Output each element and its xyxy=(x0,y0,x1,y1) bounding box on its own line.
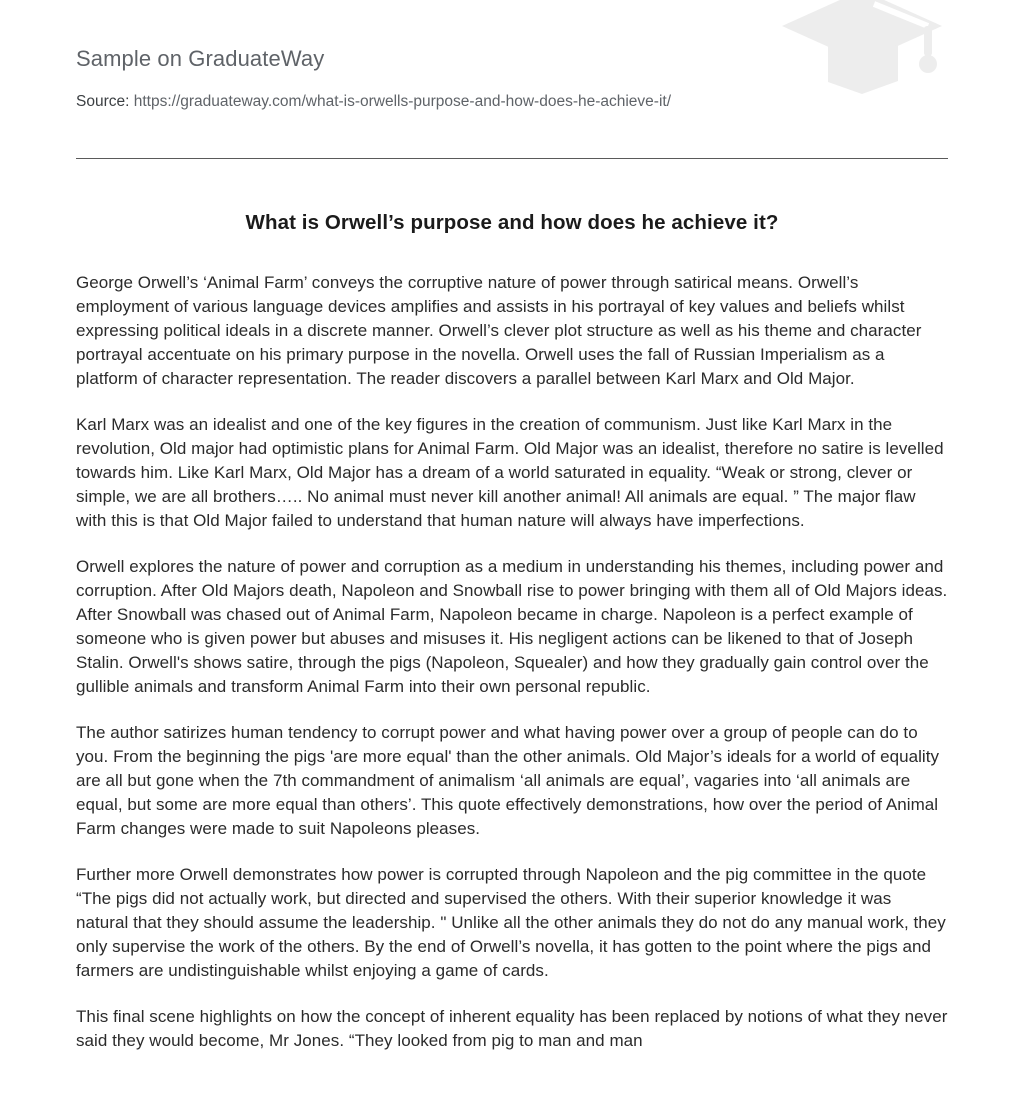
essay-body xyxy=(76,271,948,1053)
graduation-cap-icon xyxy=(776,0,948,98)
source-url-link[interactable]: https://graduateway.com/what-is-orwells-purpose-and-how-does-he-achieve-it/ xyxy=(133,93,672,110)
essay-paragraph: The author satirizes human tendency to corrupt power and what having power over a group of people can do to you. From the beginning the pigs 'are more equal' than the other animals. Old Major’s ideals for a world of equality are all but gone when the 7th commandment of animalism ‘all animals are equal’, vagaries into ‘all animals are equal, but some are more equal than others’. This quote effectively demonstrations, how over the period of Animal Farm changes were made to suit Napoleons pleases. xyxy=(76,723,940,838)
essay-paragraph: Further more Orwell demonstrates how power is corrupted through Napoleon and the pig committee in the quote “The pigs did not actually work, but directed and supervised the others. With their superior knowledge it was natural that they should assume the leadership. " Unlike all the other animals they do not do any manual work, they only supervise the work of the others. By the end of Orwell’s novella, it has gotten to the point where the pigs and farmers are undistinguishable whilst enjoying a game of cards. xyxy=(76,865,946,980)
site-header xyxy=(76,0,948,111)
essay-paragraph: Orwell explores the nature of power and corruption as a medium in understanding his themes, including power and corruption. After Old Majors death, Napoleon and Snowball rise to power bringing with them all of Old Majors ideas. After Snowball was chased out of Animal Farm, Napoleon became in charge. Napoleon is a perfect example of someone who is given power but abuses and misuses it. His negligent actions can be likened to that of Joseph Stalin. Orwell's shows satire, through the pigs (Napoleon, Squealer) and how they gradually gain control over the gullible animals and transform Animal Farm into their own personal republic. xyxy=(76,557,948,696)
essay-paragraph: This final scene highlights on how the concept of inherent equality has been replaced by notions of what they never said they would become, Mr Jones. “They looked from pig to man and man xyxy=(76,1007,948,1050)
source-label: Source: xyxy=(76,93,130,110)
essay-paragraph: George Orwell’s ‘Animal Farm’ conveys the corruptive nature of power through satirical means. Orwell’s employment of various language devices amplifies and assists in his portrayal of key values and beliefs whilst expressing political ideals in a discrete manner. Orwell’s clever plot structure as well as his theme and character portrayal accentuate on his primary purpose in the novella. Orwell uses the fall of Russian Imperialism as a platform of character representation. The reader discovers a parallel between Karl Marx and Old Major. xyxy=(76,273,922,388)
essay-paragraph: Karl Marx was an idealist and one of the key figures in the creation of communism. Just like Karl Marx in the revolution, Old major had optimistic plans for Animal Farm. Old Major was an idealist, therefore no satire is levelled towards him. Like Karl Marx, Old Major has a dream of a world saturated in equality. “Weak or strong, clever or simple, we are all brothers….. No animal must never kill another animal! All animals are equal. ” The major flaw with this is that Old Major failed to understand that human nature will always have imperfections. xyxy=(76,415,944,530)
header-divider xyxy=(76,158,948,159)
site-title: Sample on GraduateWay xyxy=(76,46,325,71)
essay-title: What is Orwell’s purpose and how does he achieve it? xyxy=(245,211,779,234)
